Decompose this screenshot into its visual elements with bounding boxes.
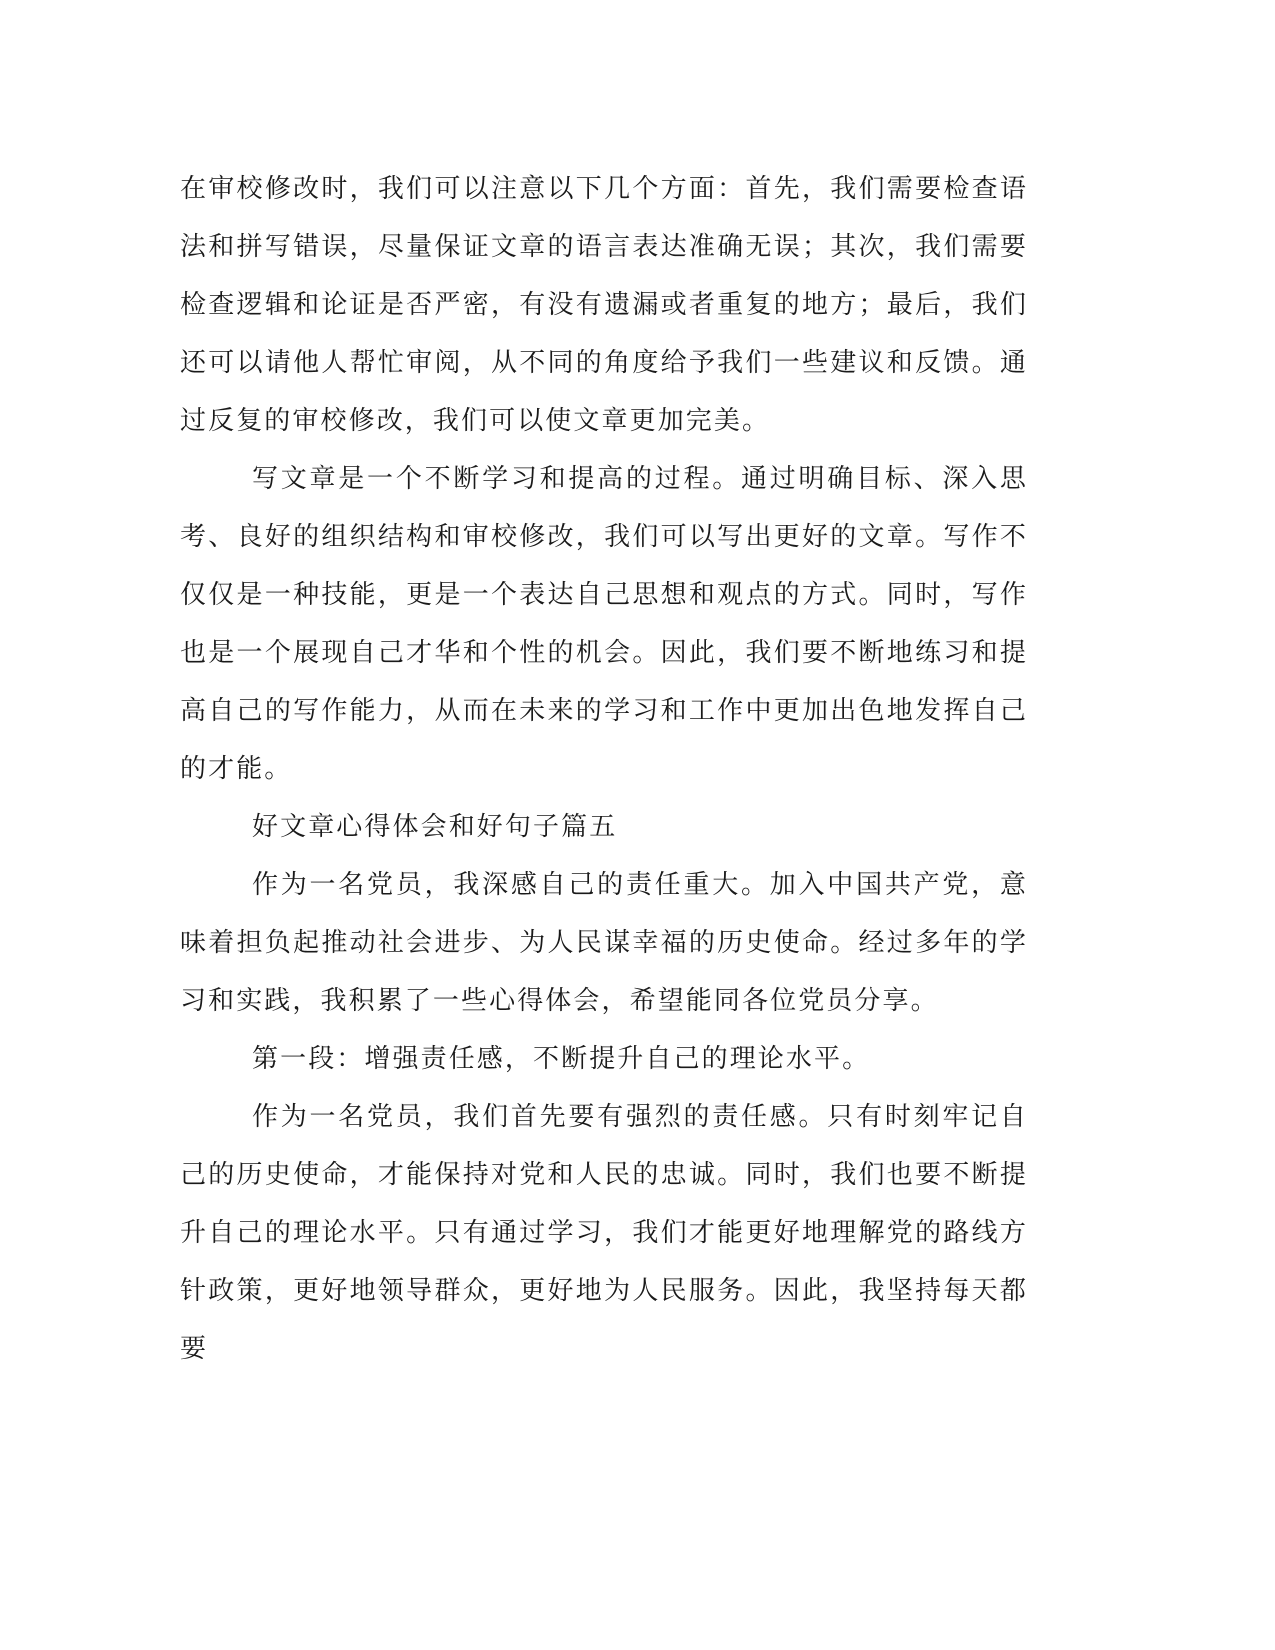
section-heading: 好文章心得体会和好句子篇五 <box>252 812 618 842</box>
paragraph-first-section-title: 第一段：增强责任感，不断提升自己的理论水平。 <box>252 1044 871 1074</box>
paragraph-review-tips: 在审校修改时，我们可以注意以下几个方面：首先，我们需要检查语法和拼写错误，尽量保证文章的语言表达准确无误；其次，我们需要检查逻辑和论证是否严密，有没有遗漏或者重复的地方；最后，我们还可以请他人帮忙审阅，从不同的角度给予我们一些建议和反馈。通过反复的审校修改，我们可以使文章更加完美。 <box>180 174 1028 436</box>
paragraph-party-member-intro: 作为一名党员，我深感自己的责任重大。加入中国共产党，意味着担负起推动社会进步、为人民谋幸福的历史使命。经过多年的学习和实践，我积累了一些心得体会，希望能同各位党员分享。 <box>180 870 1028 1016</box>
paragraph-responsibility: 作为一名党员，我们首先要有强烈的责任感。只有时刻牢记自己的历史使命，才能保持对党和人民的忠诚。同时，我们也要不断提升自己的理论水平。只有通过学习，我们才能更好地理解党的路线方针政策，更好地领导群众，更好地为人民服务。因此，我坚持每天都要 <box>180 1102 1028 1364</box>
document-body <box>180 160 1028 1378</box>
paragraph-writing-process: 写文章是一个不断学习和提高的过程。通过明确目标、深入思考、良好的组织结构和审校修改，我们可以写出更好的文章。写作不仅仅是一种技能，更是一个表达自己思想和观点的方式。同时，写作也是一个展现自己才华和个性的机会。因此，我们要不断地练习和提高自己的写作能力，从而在未来的学习和工作中更加出色地发挥自己的才能。 <box>180 464 1028 784</box>
